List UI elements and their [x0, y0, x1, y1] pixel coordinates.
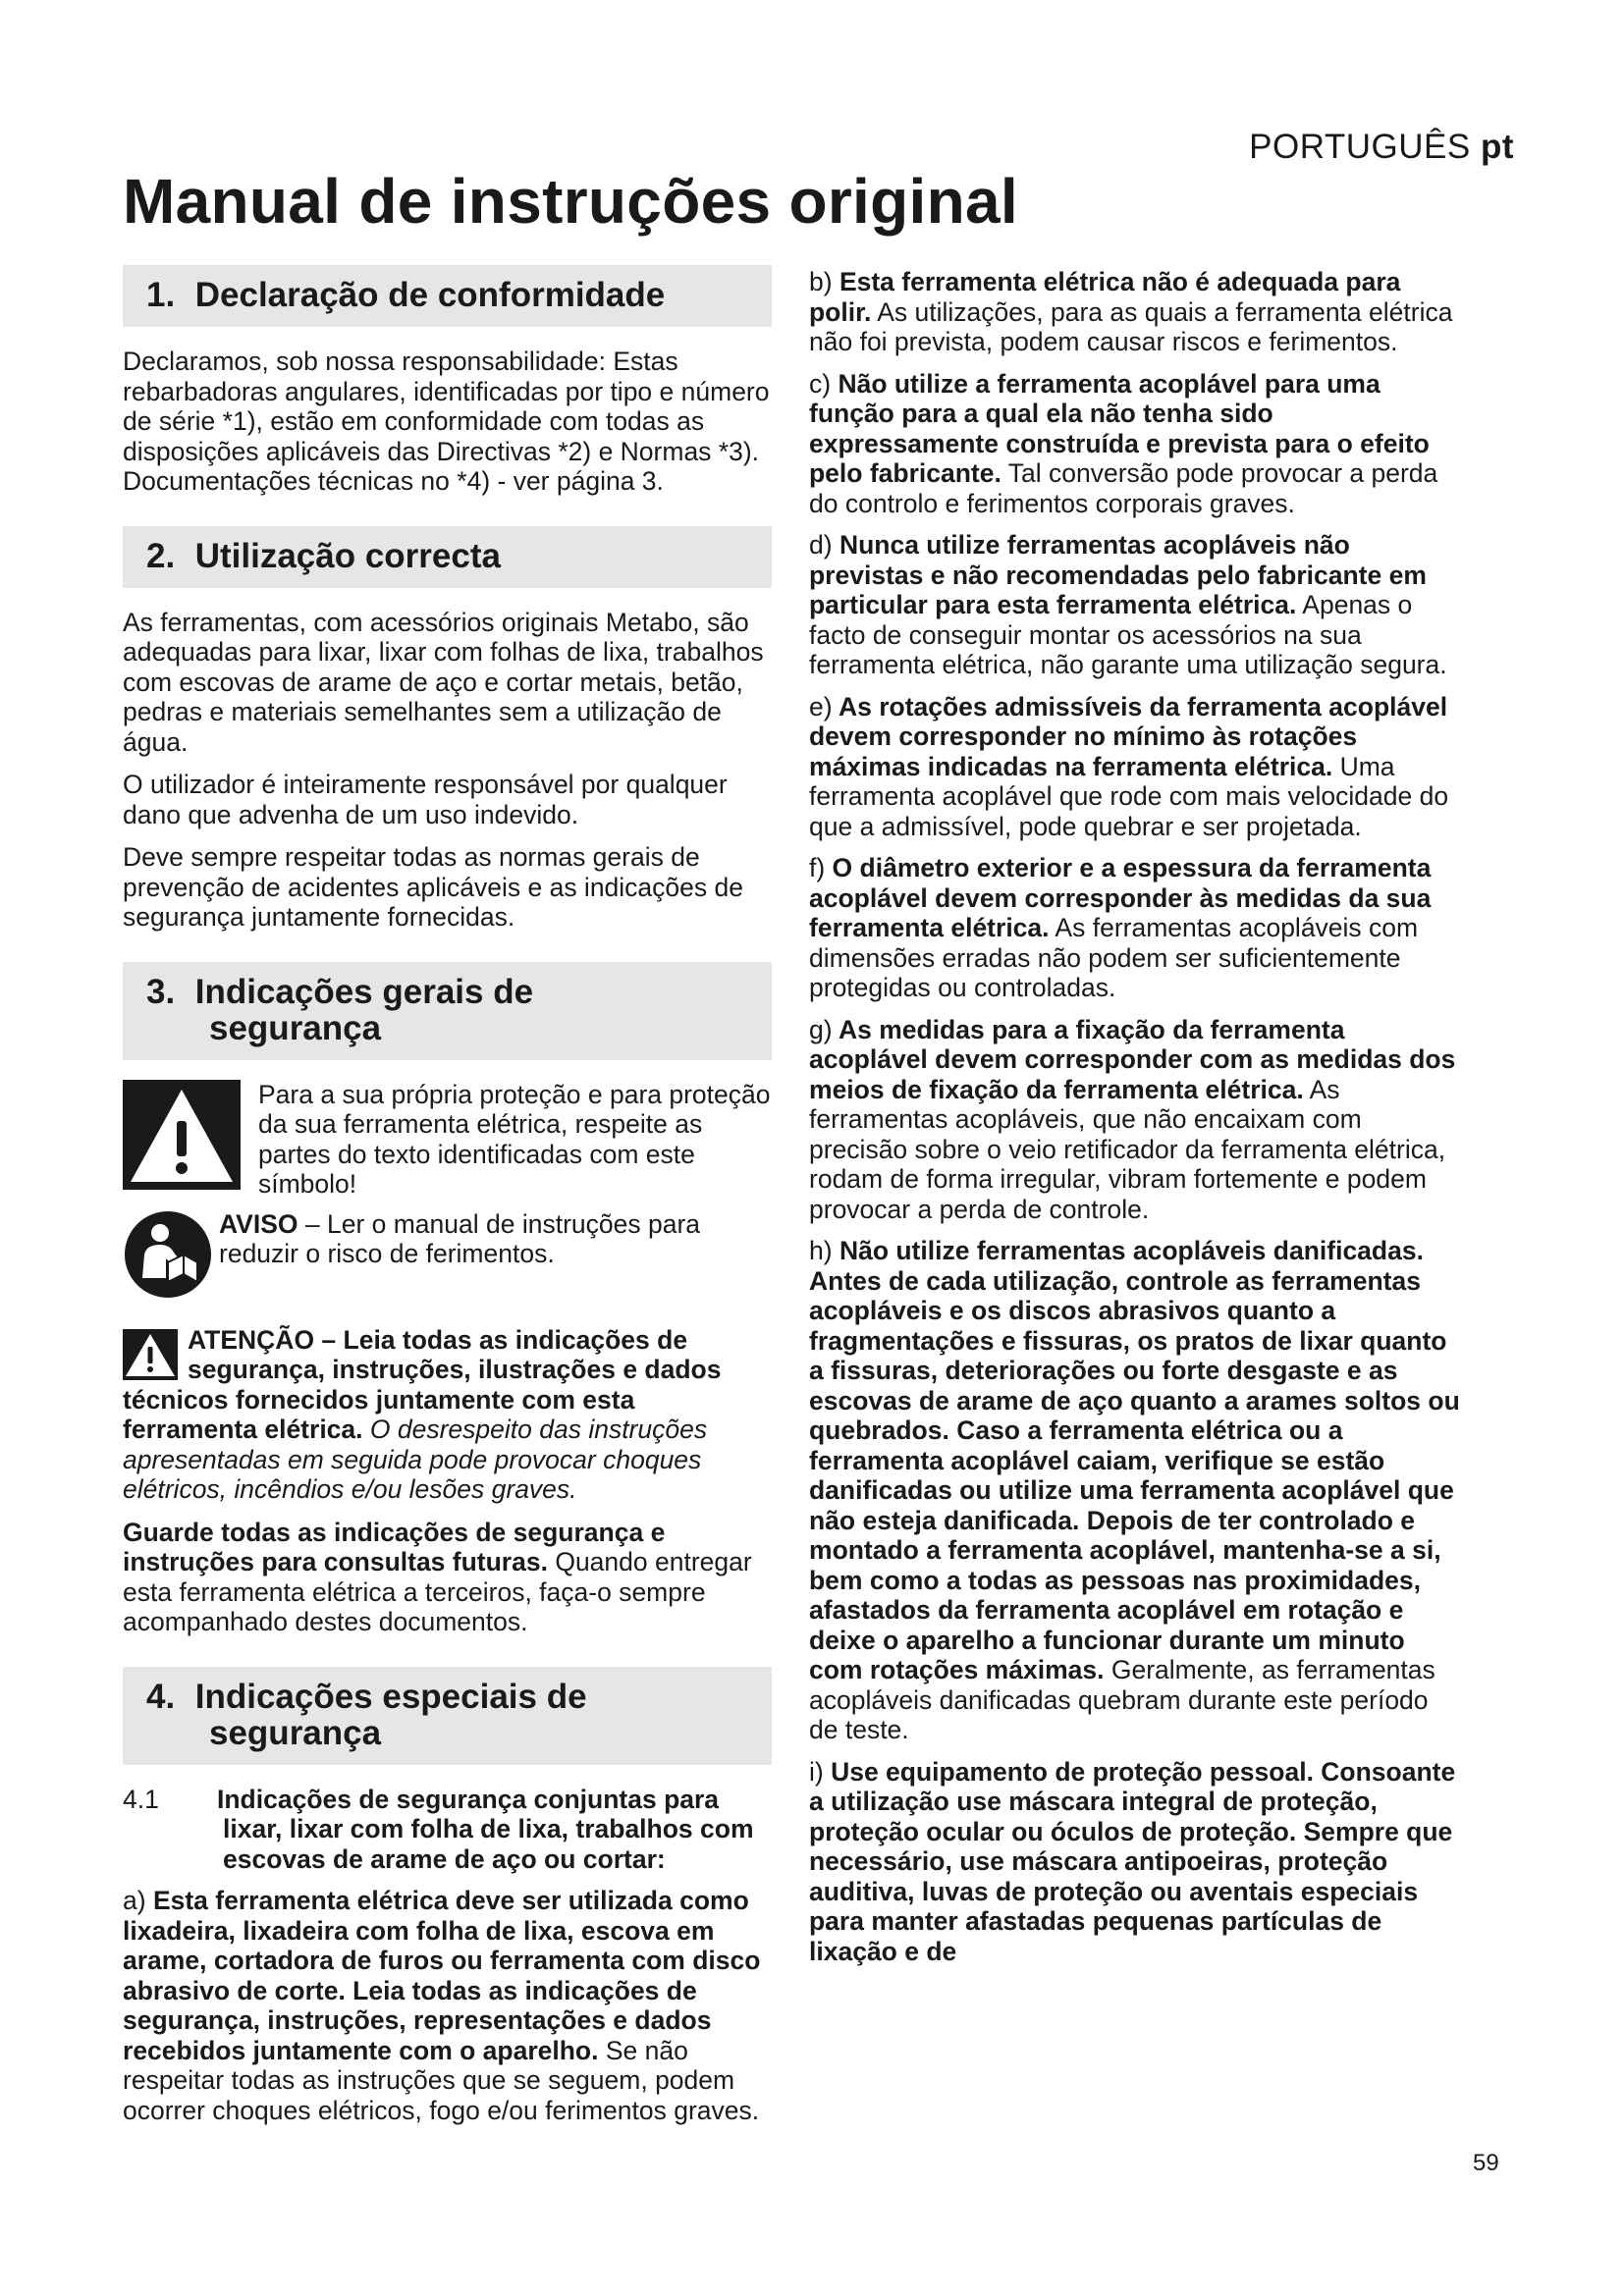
item-bold: Nunca utilize ferramentas acopláveis não previstas e não recomendadas pelo fabricante em particular para esta ferramenta elétrica.	[809, 530, 1427, 619]
item-bold: Não utilize a ferramenta acoplável para uma função para a qual ela não tenha sido expressamente construída e prevista para o efeito pelo fabricante.	[809, 368, 1430, 488]
item-e	[809, 692, 1463, 842]
section-3-heading	[123, 962, 772, 1060]
item-label: e)	[809, 691, 833, 721]
section-2-paragraph: As ferramentas, com acessórios originais Metabo, são adequadas para lixar, lixar com folhas de lixa, trabalhos com escovas de arame de aço e cortar metais, betão, pedras e materiais semelhantes sem a utilização de água.	[123, 607, 764, 757]
item-label: c)	[809, 368, 832, 399]
section-number: 3.	[146, 972, 176, 1011]
item-text: Apenas o facto de conseguir montar os acessórios na sua ferramenta elétrica, não garante uma utilização segura.	[809, 590, 1447, 679]
section-title-continued: segurança	[209, 1008, 382, 1047]
language-name: PORTUGUÊS	[1249, 128, 1471, 166]
page-number: 59	[1473, 2150, 1499, 2176]
atencao-italic: O desrespeito das instruções apresentadas em seguida pode provocar choques elétricos, incêndios e/ou lesões graves.	[123, 1415, 708, 1504]
item-bold: As medidas para a fixação da ferramenta acoplável devem corresponder com as medidas dos meios de fixação da ferramenta elétrica.	[809, 1014, 1456, 1104]
section-title: Declaração de conformidade	[194, 276, 666, 314]
item-g	[809, 1015, 1463, 1225]
subsection-number: 4.1	[123, 1784, 159, 1814]
guarde-paragraph	[123, 1518, 772, 1637]
item-bold: As rotações admissíveis da ferramenta acoplável devem corresponder no mínimo às rotações máximas indicadas na ferramenta elétrica.	[809, 691, 1448, 781]
section-2-paragraph: O utilizador é inteiramente responsável por qualquer dano que advenha de um uso indevido.	[123, 770, 728, 829]
language-header	[1239, 128, 1514, 167]
section-number: 2.	[146, 536, 176, 575]
item-label: h)	[809, 1236, 833, 1265]
left-column	[123, 265, 772, 2138]
item-label: a)	[123, 1886, 146, 1915]
section-title: Indicações gerais de	[194, 972, 534, 1011]
guarde-text: Quando entregar esta ferramenta elétrica a terceiros, faça-o sempre acompanhado destes documentos.	[123, 1547, 752, 1636]
item-text: Se não respeitar todas as instruções que se seguem, podem ocorrer choques elétricos, fogo e/ou ferimentos graves.	[123, 2035, 760, 2125]
item-text: As ferramentas acopláveis, que não encaixam com precisão sobre o veio retificador da ferramenta elétrica, rodam de forma irregular, vibram fortemente e podem provocar a perda de controle.	[809, 1074, 1446, 1224]
item-bold: Use equipamento de proteção pessoal. Consoante a utilização use máscara integral de proteção, proteção ocular ou óculos de proteção. Sempre que necessário, use máscara antipoeiras, proteção auditiva, luvas de proteção ou aventais especiais para manter afastadas pequenas partículas de lixação e de	[809, 1756, 1456, 1966]
guarde-bold: Guarde todas as indicações de segurança e instruções para consultas futuras.	[123, 1517, 666, 1576]
item-f	[809, 853, 1463, 1003]
item-text: As ferramentas acopláveis com dimensões erradas não podem ser suficientemente protegidas ou controladas.	[809, 913, 1419, 1002]
item-label: d)	[809, 530, 833, 560]
item-label: i)	[809, 1756, 824, 1787]
item-d	[809, 530, 1463, 680]
section-number: 1.	[146, 276, 176, 314]
item-i	[809, 1757, 1463, 1967]
atencao-bold: ATENÇÃO – Leia todas as indicações de segurança, instruções, ilustrações e dados técnicos fornecidos juntamente com esta ferramenta elétrica.	[123, 1324, 722, 1444]
atencao-paragraph	[123, 1325, 772, 1505]
section-1-heading	[123, 265, 772, 327]
item-text: As utilizações, para as quais a ferramenta elétrica não foi prevista, podem causar riscos e ferimentos.	[809, 296, 1453, 356]
section-title-continued: segurança	[209, 1713, 382, 1752]
item-label: b)	[809, 267, 833, 296]
section-title: Indicações especiais de	[194, 1677, 587, 1716]
item-bold: Esta ferramenta elétrica deve ser utilizada como lixadeira, lixadeira com folha de lixa, escova em arame, cortadora de furos ou ferramenta com disco abrasivo de corte. Leia todas as indicações de segurança, instruções, representações e dados recebidos juntamente com o aparelho.	[123, 1886, 761, 2065]
warning-symbol-text: Para a sua própria proteção e para proteção da sua ferramenta elétrica, respeite as partes do texto identificadas com este símbolo!	[258, 1079, 771, 1199]
item-bold: Não utilize ferramentas acopláveis danificadas. Antes de cada utilização, controle as ferramentas acopláveis e os discos abrasivos quanto a fragmentações e fissuras, os pratos de lixar quanto a fissuras, deteriorações ou forte desgaste e as escovas de arame de aço quanto a arames soltos ou quebrados. Caso a ferramenta elétrica ou a ferramenta acoplável caiam, verifique se estão danificadas ou utilize uma ferramenta acoplável que não esteja danificada. Depois de ter controlado e montado a ferramenta acoplável, mantenha-se a si, bem como a todas as pessoas nas proximidades, afastados da ferramenta acoplável em rotação e deixe o aparelho a funcionar durante um minuto com rotações máximas.	[809, 1236, 1460, 1684]
right-column	[809, 267, 1463, 1978]
item-h	[809, 1236, 1463, 1745]
language-code: pt	[1480, 128, 1514, 166]
item-bold: O diâmetro exterior e a espessura da ferramenta acoplável devem corresponder às medidas da sua ferramenta elétrica.	[809, 853, 1432, 942]
page-title: Manual de instruções original	[123, 166, 1018, 237]
section-1-body: Declaramos, sob nossa responsabilidade: Estas rebarbadoras angulares, identificadas por tipo e número de série *1), estão em conformidade com todas as disposições aplicáveis das Directivas *2) e Normas *3). Documentações técnicas no *4) - ver página 3.	[123, 347, 770, 496]
aviso-label: AVISO	[219, 1208, 298, 1239]
warning-symbol-block	[123, 1080, 772, 1200]
read-manual-icon	[123, 1209, 219, 1300]
aviso-text	[219, 1209, 772, 1269]
aviso-body: – Ler o manual de instruções para reduzir o risco de ferimentos.	[219, 1208, 701, 1268]
subsection-4-1-heading	[123, 1785, 772, 1875]
section-2-heading	[123, 526, 772, 588]
section-number: 4.	[146, 1677, 176, 1716]
aviso-block	[123, 1209, 772, 1300]
item-b	[809, 267, 1463, 357]
item-text: Geralmente, as ferramentas acopláveis danificadas quebram durante este período de teste.	[809, 1655, 1435, 1744]
section-4-heading	[123, 1667, 772, 1765]
item-a	[123, 1886, 772, 2125]
section-2-paragraph: Deve sempre respeitar todas as normas gerais de prevenção de acidentes aplicáveis e as indicações de segurança juntamente fornecidas.	[123, 842, 743, 932]
item-label: g)	[809, 1014, 833, 1044]
warning-triangle-icon	[123, 1080, 244, 1190]
item-text: Uma ferramenta acoplável que rode com mais velocidade do que a admissível, pode quebrar e ser projetada.	[809, 751, 1449, 841]
item-label: f)	[809, 853, 826, 882]
item-text: Tal conversão pode provocar a perda do controlo e ferimentos corporais graves.	[809, 458, 1438, 518]
section-title: Utilização correcta	[194, 536, 501, 575]
subsection-title: Indicações de segurança conjuntas para lixar, lixar com folha de lixa, trabalhos com escovas de arame de aço ou cortar:	[217, 1784, 754, 1874]
item-bold: Esta ferramenta elétrica não é adequada para polir.	[809, 267, 1401, 327]
item-c	[809, 369, 1463, 519]
warning-triangle-icon	[123, 1329, 180, 1380]
